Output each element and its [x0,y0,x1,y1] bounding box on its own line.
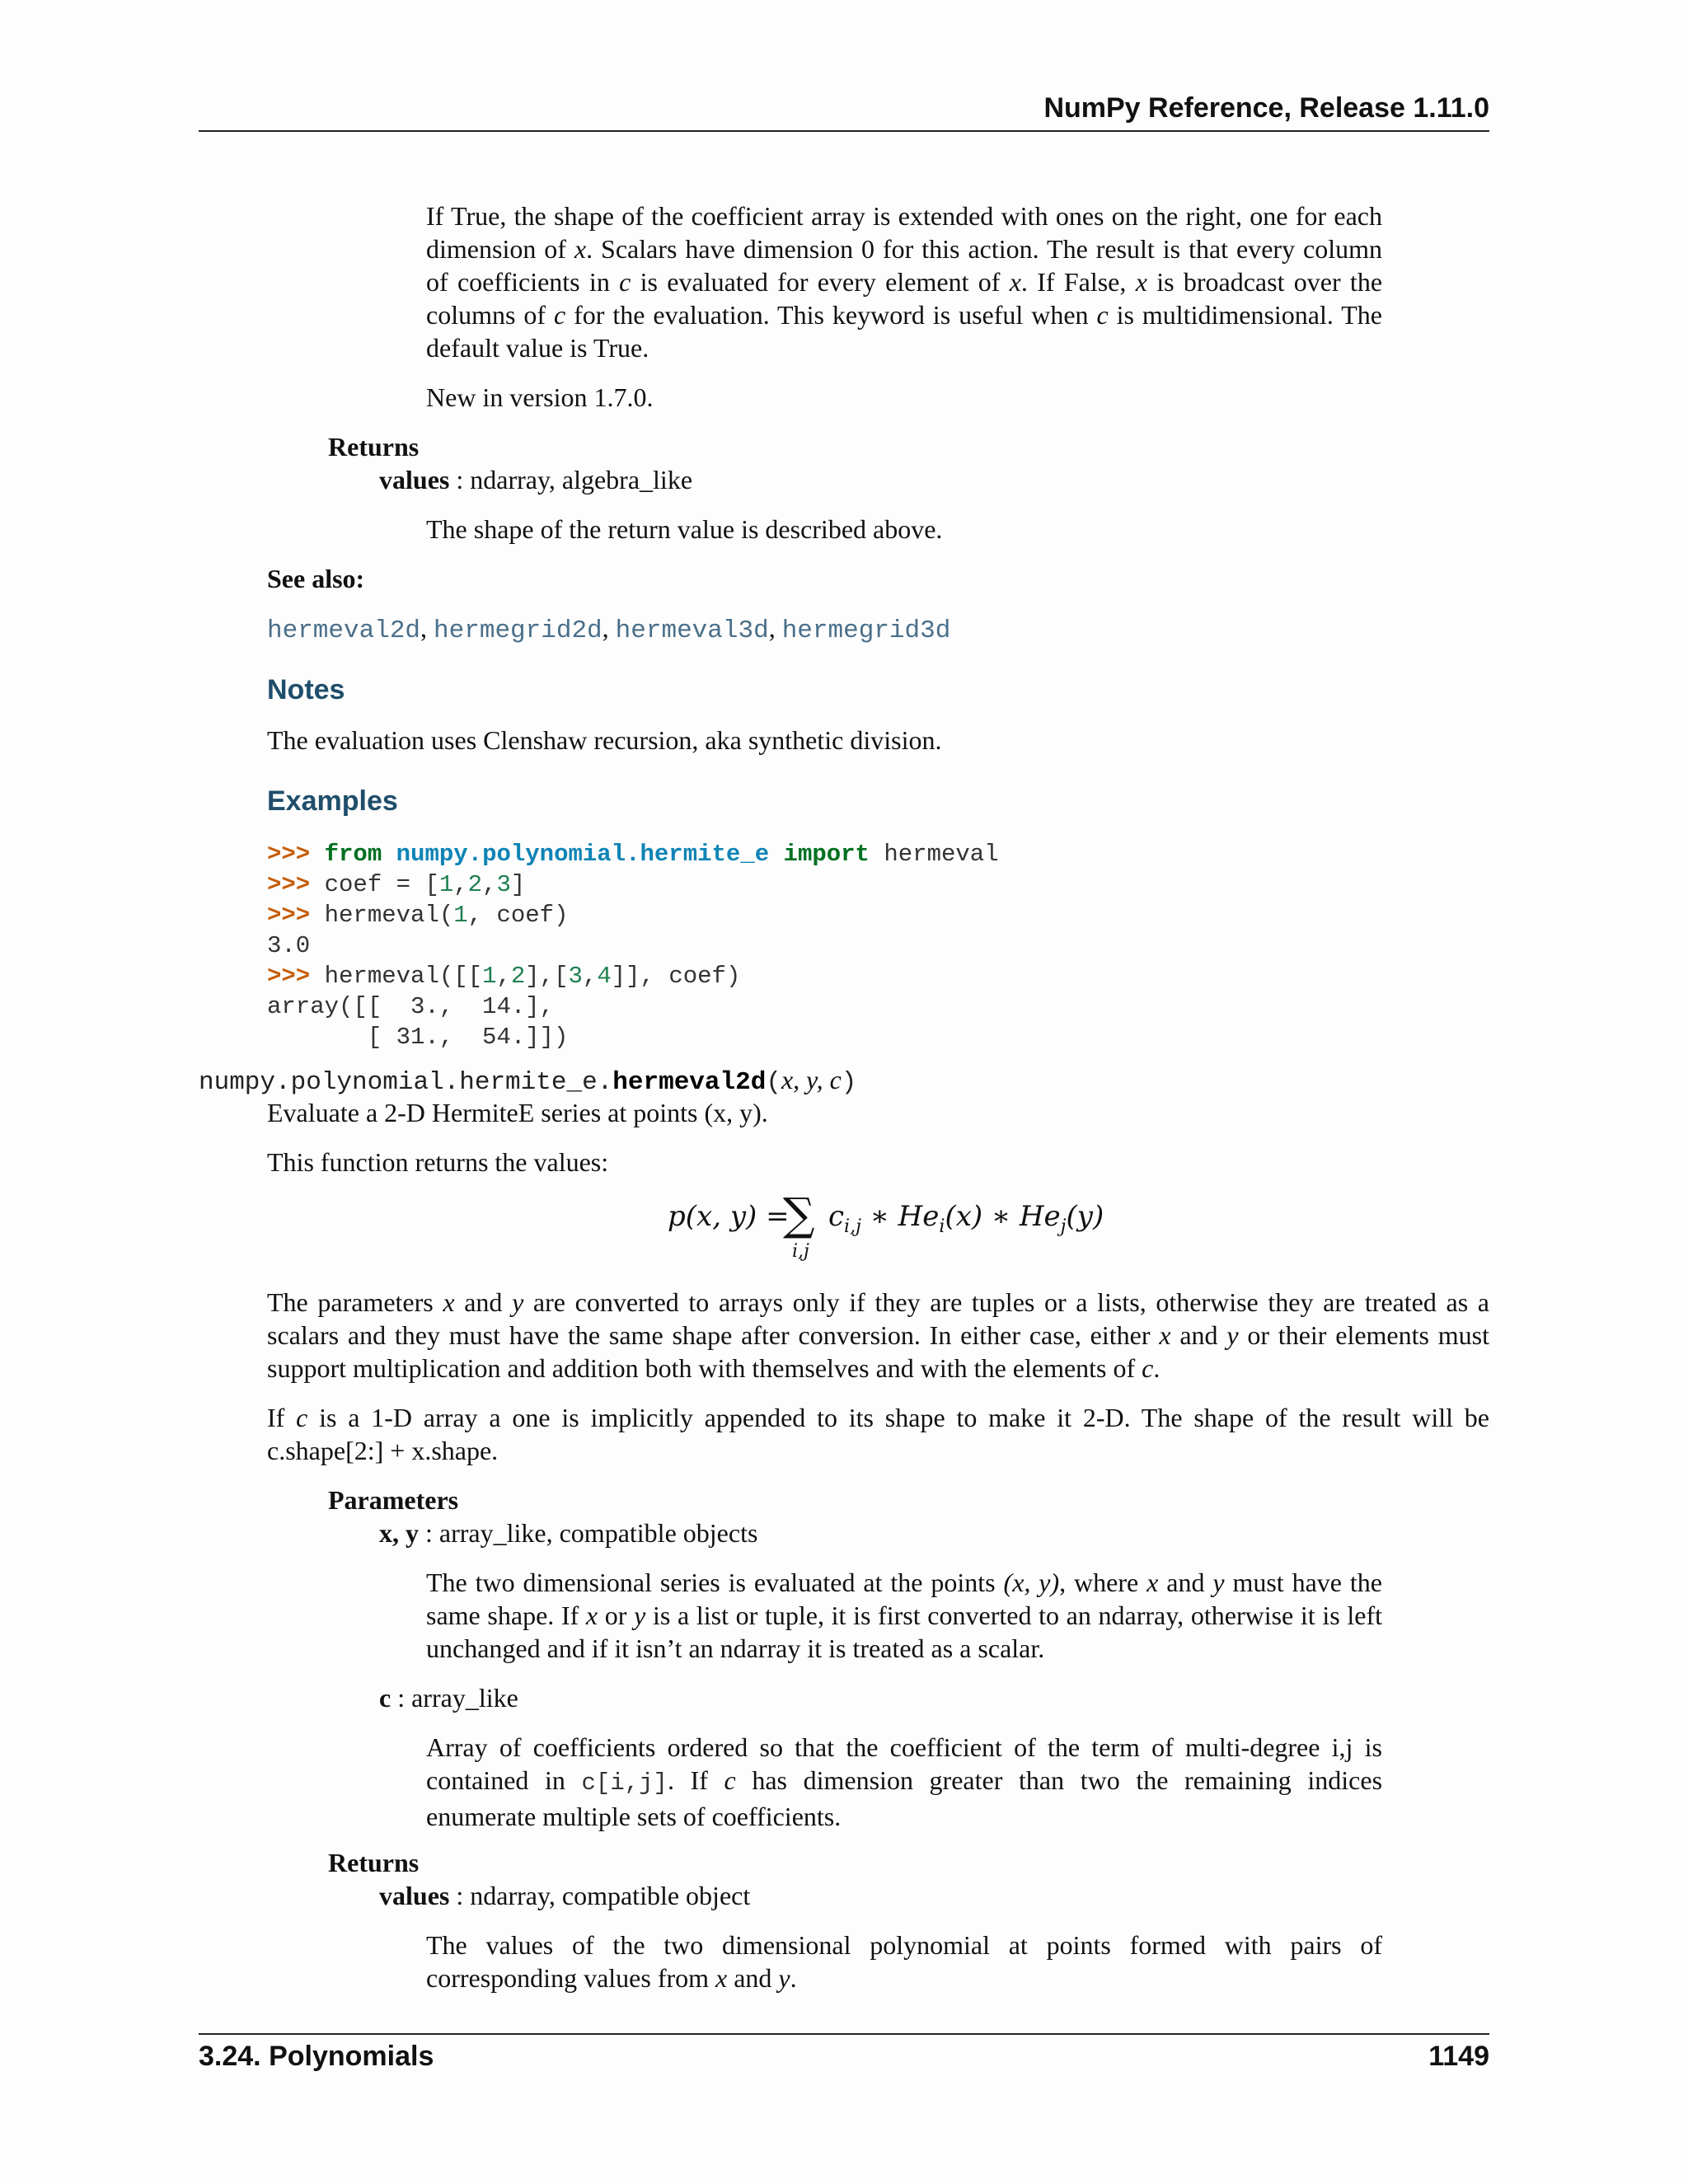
link-hermegrid3d[interactable]: hermegrid3d [781,616,951,645]
footer-page-number: 1149 [1428,2041,1489,2072]
sum-subscript: i,j [792,1241,809,1262]
footer-rule [199,2033,1489,2035]
param-c-description: Array of coefficients ordered so that the coefficient of the term of multi-degree i,j is contained in c[i,j]. If c has dimension greater than two the remaining indices enumerate multiple sets of coefficients. [426,1732,1383,1831]
function-summary: Evaluate a 2-D HermiteE series at points (x, y). [267,1098,768,1127]
examples-code-block [267,839,999,1052]
param-c-entry: c : array_like [379,1683,518,1713]
code-line: >>> hermeval(1, coef) [267,902,569,929]
returns-label: Returns [328,432,420,462]
tensor-param-description: If True, the shape of the coefficient array is extended with ones on the right, one for each dimension of x. Scalars have dimension 0 for this action. The result is that every column of coefficients in c is evaluated for every element of x. If False, x is broadcast over the columns of c for the evaluation. This keyword is useful when c is multidimensional. The default value is True. [426,201,1383,363]
code-output: [ 31., 54.]]) [267,1024,569,1051]
link-hermeval2d[interactable]: hermeval2d [267,616,421,645]
formula-lhs: p(x, y) = [668,1200,790,1233]
function-name: hermeval2d [612,1068,767,1097]
code-line: >>> from numpy.polynomial.hermite_e import hermeval [267,841,999,868]
link-hermegrid2d[interactable]: hermegrid2d [434,616,603,645]
link-hermeval3d[interactable]: hermeval3d [615,616,769,645]
returns-description: The shape of the return value is described above. [426,514,943,544]
notes-text: The evaluation uses Clenshaw recursion, aka synthetic division. [267,725,942,755]
function-signature: numpy.polynomial.hermite_e.hermeval2d(x, y, c) [199,1065,857,1097]
returns-label-2: Returns [328,1848,420,1877]
code-line: >>> coef = [1,2,3] [267,871,526,898]
returns-intro: This function returns the values: [267,1147,609,1177]
header-rule [199,130,1489,132]
footer-section-title: 3.24. Polynomials [199,2041,434,2072]
code-line: >>> hermeval([[1,2],[3,4]], coef) [267,963,741,990]
parameters-label: Parameters [328,1485,459,1515]
body-paragraph-1: The parameters x and y are converted to arrays only if they are tuples or a lists, otherwise they are treated as a scalars and they must have the same shape after conversion. In either case, either x and y or their elements must support multiplication and addition both with themselves and with the elements of c. [267,1287,1490,1383]
notes-heading: Notes [267,674,345,705]
formula-rhs: $c_{i,j}$ ∗ $He_i(x)$ ∗ $He_j(y)$ [828,1200,1104,1237]
returns-entry: values : ndarray, algebra_like [379,465,693,494]
body-paragraph-2: If c is a 1-D array a one is implicitly appended to its shape to make it 2-D. The shape of the result will be c.shape[2:] + x.shape. [267,1403,1490,1465]
code-output: 3.0 [267,932,311,959]
running-header-title: NumPy Reference, Release 1.11.0 [1043,92,1489,124]
param-xy-description: The two dimensional series is evaluated at the points (x, y), where x and y must have the same shape. If x or y is a list or tuple, it is first converted to an ndarray, otherwise it is left unchanged and if it isn’t an ndarray it is treated as a scalar. [426,1568,1383,1663]
code-output: array([[ 3., 14.], [267,993,555,1020]
param-xy-entry: x, y : array_like, compatible objects [379,1518,758,1548]
returns-description-2: The values of the two dimensional polynomial at points formed with pairs of corresponding values from x and y. [426,1930,1382,1993]
see-also-links: hermeval2d, hermegrid2d, hermeval3d, hermegrid3d [267,613,951,645]
returns-entry-2: values : ndarray, compatible object [379,1881,751,1910]
formula [668,1188,1104,1264]
see-also-label: See also: [267,564,365,593]
sum-symbol: ∑ [783,1188,815,1240]
version-note: New in version 1.7.0. [426,382,654,412]
examples-heading: Examples [267,785,398,817]
